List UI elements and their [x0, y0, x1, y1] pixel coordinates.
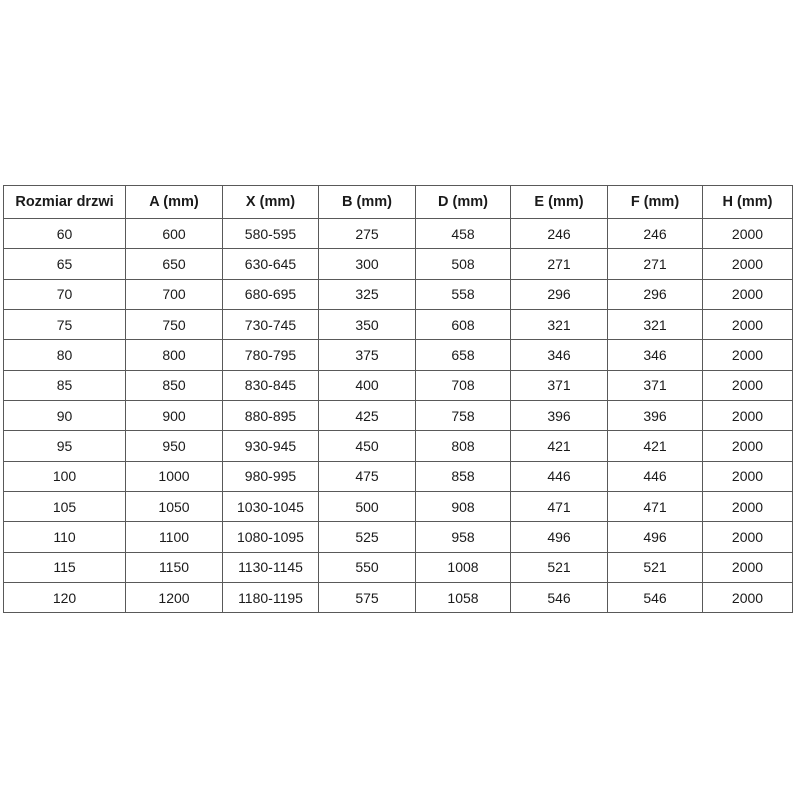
table-cell: 1000 [126, 461, 223, 491]
table-cell: 346 [608, 340, 703, 370]
table-cell: 800 [126, 340, 223, 370]
table-cell: 271 [511, 249, 608, 279]
header-row [4, 186, 793, 219]
table-cell: 2000 [703, 370, 793, 400]
table-cell: 580-595 [223, 219, 319, 249]
table-row [4, 461, 793, 491]
column-header: X (mm) [223, 186, 319, 219]
table-cell: 105 [4, 492, 126, 522]
table-cell: 808 [416, 431, 511, 461]
table-cell: 100 [4, 461, 126, 491]
table-cell: 958 [416, 522, 511, 552]
table-row [4, 370, 793, 400]
door-size-table-container [3, 185, 792, 613]
table-row [4, 583, 793, 613]
table-cell: 90 [4, 401, 126, 431]
table-cell: 780-795 [223, 340, 319, 370]
table-cell: 2000 [703, 522, 793, 552]
table-cell: 1008 [416, 552, 511, 582]
table-row [4, 431, 793, 461]
table-row [4, 310, 793, 340]
table-cell: 750 [126, 310, 223, 340]
table-cell: 830-845 [223, 370, 319, 400]
table-cell: 471 [608, 492, 703, 522]
table-cell: 425 [319, 401, 416, 431]
table-cell: 900 [126, 401, 223, 431]
table-cell: 246 [608, 219, 703, 249]
table-cell: 508 [416, 249, 511, 279]
table-cell: 600 [126, 219, 223, 249]
table-cell: 546 [608, 583, 703, 613]
table-cell: 296 [511, 279, 608, 309]
table-cell: 2000 [703, 552, 793, 582]
table-cell: 400 [319, 370, 416, 400]
table-cell: 2000 [703, 431, 793, 461]
table-cell: 60 [4, 219, 126, 249]
column-header: E (mm) [511, 186, 608, 219]
table-row [4, 249, 793, 279]
table-cell: 1050 [126, 492, 223, 522]
table-cell: 95 [4, 431, 126, 461]
table-cell: 70 [4, 279, 126, 309]
table-cell: 1080-1095 [223, 522, 319, 552]
table-cell: 708 [416, 370, 511, 400]
table-cell: 85 [4, 370, 126, 400]
table-cell: 2000 [703, 583, 793, 613]
table-cell: 521 [608, 552, 703, 582]
table-cell: 446 [608, 461, 703, 491]
table-cell: 950 [126, 431, 223, 461]
column-header: D (mm) [416, 186, 511, 219]
table-cell: 271 [608, 249, 703, 279]
table-cell: 1100 [126, 522, 223, 552]
table-cell: 1030-1045 [223, 492, 319, 522]
table-cell: 375 [319, 340, 416, 370]
table-cell: 500 [319, 492, 416, 522]
table-row [4, 340, 793, 370]
table-cell: 850 [126, 370, 223, 400]
table-cell: 2000 [703, 492, 793, 522]
table-cell: 658 [416, 340, 511, 370]
column-header: B (mm) [319, 186, 416, 219]
table-body [4, 219, 793, 613]
table-cell: 1058 [416, 583, 511, 613]
table-cell: 325 [319, 279, 416, 309]
table-cell: 608 [416, 310, 511, 340]
table-cell: 550 [319, 552, 416, 582]
table-cell: 115 [4, 552, 126, 582]
table-row [4, 552, 793, 582]
table-cell: 421 [511, 431, 608, 461]
table-cell: 350 [319, 310, 416, 340]
table-row [4, 401, 793, 431]
table-cell: 546 [511, 583, 608, 613]
column-header: H (mm) [703, 186, 793, 219]
table-cell: 575 [319, 583, 416, 613]
table-cell: 758 [416, 401, 511, 431]
table-cell: 980-995 [223, 461, 319, 491]
table-cell: 450 [319, 431, 416, 461]
table-cell: 2000 [703, 219, 793, 249]
table-cell: 680-695 [223, 279, 319, 309]
table-cell: 321 [511, 310, 608, 340]
table-cell: 75 [4, 310, 126, 340]
table-cell: 371 [511, 370, 608, 400]
table-cell: 275 [319, 219, 416, 249]
table-cell: 908 [416, 492, 511, 522]
table-cell: 700 [126, 279, 223, 309]
table-row [4, 219, 793, 249]
table-cell: 65 [4, 249, 126, 279]
table-cell: 2000 [703, 401, 793, 431]
table-cell: 650 [126, 249, 223, 279]
table-row [4, 492, 793, 522]
table-cell: 858 [416, 461, 511, 491]
table-row [4, 279, 793, 309]
table-cell: 300 [319, 249, 416, 279]
table-cell: 371 [608, 370, 703, 400]
table-cell: 525 [319, 522, 416, 552]
table-cell: 496 [608, 522, 703, 552]
table-cell: 558 [416, 279, 511, 309]
table-cell: 80 [4, 340, 126, 370]
table-row [4, 522, 793, 552]
table-cell: 2000 [703, 310, 793, 340]
column-header: A (mm) [126, 186, 223, 219]
column-header: F (mm) [608, 186, 703, 219]
table-cell: 471 [511, 492, 608, 522]
table-cell: 2000 [703, 249, 793, 279]
table-cell: 396 [511, 401, 608, 431]
table-cell: 1130-1145 [223, 552, 319, 582]
table-cell: 630-645 [223, 249, 319, 279]
table-cell: 321 [608, 310, 703, 340]
table-cell: 2000 [703, 461, 793, 491]
table-cell: 421 [608, 431, 703, 461]
door-size-table [3, 185, 793, 613]
table-cell: 2000 [703, 279, 793, 309]
table-cell: 296 [608, 279, 703, 309]
table-cell: 110 [4, 522, 126, 552]
table-cell: 446 [511, 461, 608, 491]
table-cell: 880-895 [223, 401, 319, 431]
table-cell: 1150 [126, 552, 223, 582]
table-cell: 346 [511, 340, 608, 370]
table-cell: 475 [319, 461, 416, 491]
table-cell: 730-745 [223, 310, 319, 340]
column-header: Rozmiar drzwi [4, 186, 126, 219]
table-cell: 458 [416, 219, 511, 249]
table-cell: 2000 [703, 340, 793, 370]
table-cell: 930-945 [223, 431, 319, 461]
table-cell: 1180-1195 [223, 583, 319, 613]
table-cell: 496 [511, 522, 608, 552]
table-cell: 120 [4, 583, 126, 613]
table-cell: 246 [511, 219, 608, 249]
table-cell: 1200 [126, 583, 223, 613]
table-cell: 396 [608, 401, 703, 431]
table-header [4, 186, 793, 219]
table-cell: 521 [511, 552, 608, 582]
